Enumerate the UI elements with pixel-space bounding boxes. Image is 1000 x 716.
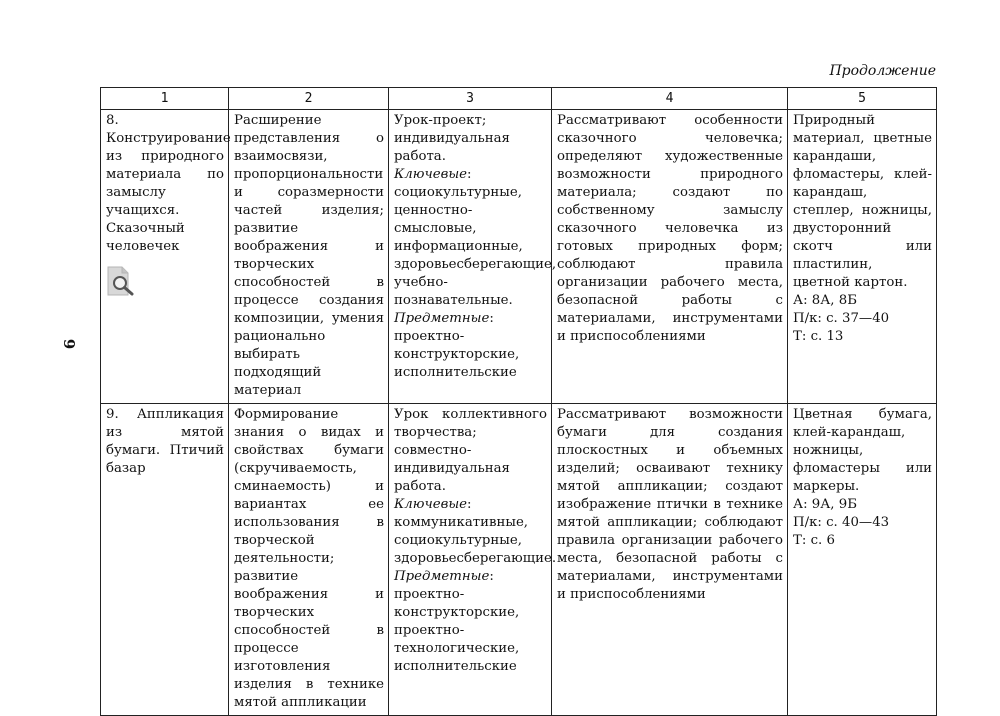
lesson-topic-cell xyxy=(101,110,229,404)
magnifier-document-icon[interactable] xyxy=(106,266,136,296)
album-ref: А: 9А, 9Б xyxy=(793,497,857,512)
notebook-ref: Т: с. 6 xyxy=(793,533,835,548)
subject-text: : проектно-конструкторские, исполнительские xyxy=(394,311,520,380)
objectives-cell: Формирование знания о видах и свойствах бумаги (скручиваемость, сминаемость) и вариантах ее использования в творческой деятельности; развитие воображения и творческих способностей в процессе изготовления изделия в технике мятой аппликации xyxy=(229,404,389,716)
key-label: Ключевые xyxy=(394,497,468,512)
subject-text: : проектно-конструкторские, проектно-технологические, исполнительские xyxy=(394,569,520,674)
key-text: : коммуникативные, социокультурные, здоровьесберегающие. xyxy=(394,497,557,566)
page-number: 6 xyxy=(61,338,79,350)
lesson-topic-cell xyxy=(101,404,229,716)
column-header: 5 xyxy=(788,88,937,110)
subject-competencies xyxy=(394,310,547,382)
album-ref: А: 8А, 8Б xyxy=(793,293,857,308)
notebook-ref: Т: с. 13 xyxy=(793,329,844,344)
objectives-cell: Расширение представления о взаимосвязи, пропорциональности и соразмерности частей изделия; развитие воображения и творческих способностей в процессе создания композиции, умения рационально выбирать подходящий материал xyxy=(229,110,389,404)
table-row xyxy=(101,110,937,404)
table-header-row xyxy=(101,88,937,110)
materials-list: Природный материал, цветные карандаши, фломастеры, клей-карандаш, степлер, ножницы, двусторонний скотч или пластилин, цветной картон. xyxy=(793,113,932,290)
workbook-ref: П/к: с. 40—43 xyxy=(793,515,890,530)
lesson-type: Урок коллективного творчества; совместно-индивидуальная работа. xyxy=(394,407,547,494)
continuation-label: Продолжение xyxy=(829,63,936,79)
key-text: : социокультурные, ценностно-смысловые, информационные, здоровьесберегающие, учебно-познавательные. xyxy=(394,167,557,308)
key-competencies xyxy=(394,496,557,568)
subject-competencies xyxy=(394,568,547,676)
column-header: 1 xyxy=(101,88,229,110)
lesson-topic: 8. Конструирование из природного материала по замыслу учащихся. Сказочный человечек xyxy=(106,113,231,254)
lesson-type-cell xyxy=(389,110,557,404)
activities-cell: Рассматривают особенности сказочного человечка; определяют художественные возможности природного материала; создают по собственному замыслу сказочного человечка из готовых природных форм; соблюдают правила организации рабочего места, безопасной работы с материалами, инструментами и приспособлениями xyxy=(552,110,788,404)
table-row xyxy=(101,404,937,716)
materials-list: Цветная бумага, клей-карандаш, ножницы, фломастеры или маркеры. xyxy=(793,407,932,494)
column-header: 3 xyxy=(389,88,552,110)
materials-cell xyxy=(788,404,937,716)
column-header: 2 xyxy=(229,88,389,110)
key-label: Ключевые xyxy=(394,167,468,182)
activities-cell: Рассматривают возможности бумаги для создания плоскостных и объемных изделий; осваивают технику мятой аппликации; создают изображение птички в технике мятой аппликации; соблюдают правила организации рабочего места, безопасной работы с материалами, инструментами и приспособлениями xyxy=(552,404,788,716)
lesson-topic: 9. Аппликация из мятой бумаги. Птичий базар xyxy=(106,407,224,476)
lesson-type: Урок-проект; индивидуальная работа. xyxy=(394,113,510,164)
materials-cell xyxy=(788,110,937,404)
workbook-ref: П/к: с. 37—40 xyxy=(793,311,890,326)
subject-label: Предметные xyxy=(394,311,490,326)
lesson-plan-table xyxy=(100,87,937,716)
column-header: 4 xyxy=(552,88,788,110)
lesson-type-cell xyxy=(389,404,557,716)
subject-label: Предметные xyxy=(394,569,490,584)
key-competencies xyxy=(394,166,557,310)
